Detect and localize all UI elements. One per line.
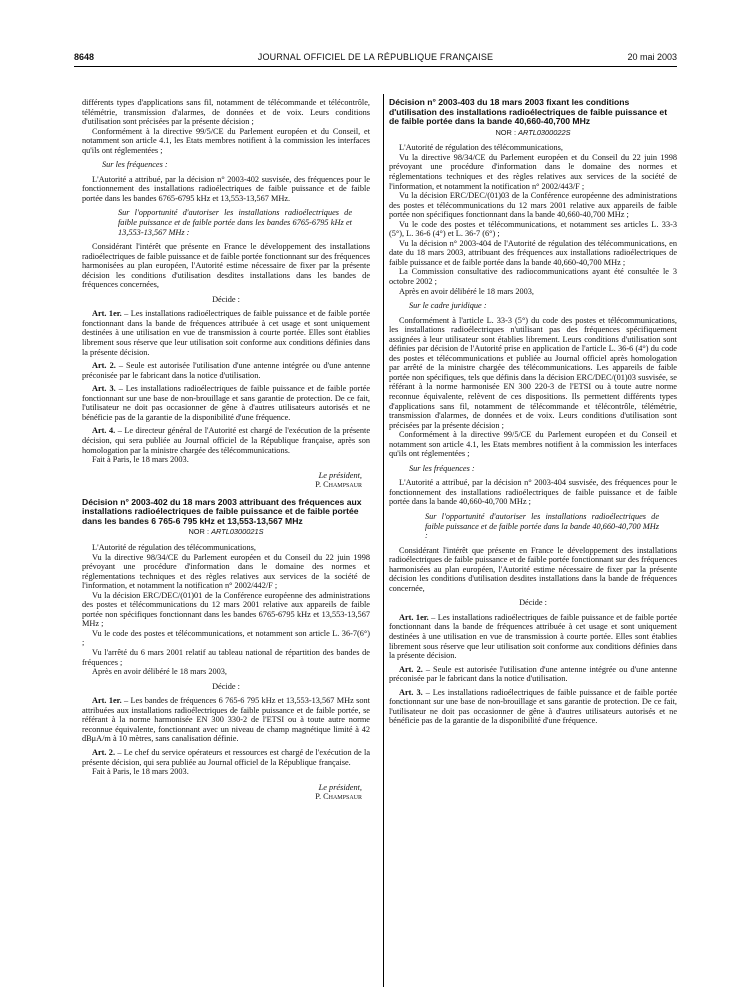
- issue-date: 20 mai 2003: [627, 52, 677, 62]
- section-heading: Sur le cadre juridique :: [409, 301, 487, 311]
- section-heading: Sur l'opportunité d'autoriser les installations radioélectriques de faible puissance et de faible portée dans les bandes 6765-6795 kHz et 13,553-13,567 MHz :: [118, 208, 352, 237]
- header-rule: [74, 66, 677, 67]
- paragraph: différents types d'applications sans fil, notamment de télécommande et télécontrôle, télémétrie, transmission d'alarmes, de données et de voix. Leurs conditions d'utilisation sont précisées par la présente décision ;: [82, 98, 370, 127]
- section-heading: Sur l'opportunité d'autoriser les installations radioélectriques de faible puissance et de faible portée dans la bande 40,660-40,700 MHz :: [425, 512, 659, 541]
- article: [389, 688, 677, 726]
- article-label: Art. 1er.: [399, 612, 429, 622]
- paragraph: Vu le code des postes et télécommunications, et notamment son article L. 36-7(6°) ;: [82, 628, 370, 648]
- nor-reference: [389, 128, 677, 138]
- paragraph: Considérant l'intérêt que présente en France le développement des installations radioélectriques de faible puissance et de faible portée fonctionnant sur des fréquences harmonisées au plan européen, l'Autorité estime nécessaire de fixer par la présente décision les conditions d'utilisation desdites installations dans les bandes de fréquences concernées,: [82, 242, 370, 290]
- paragraph: Vu la décision n° 2003-404 de l'Autorité de régulation des télécommunications, en date du 18 mars 2003, attribuant des fréquences aux installations radioélectriques de faible puissance et de faible portée dans la bande 40,660-40,700 MHz ;: [389, 238, 677, 267]
- decision-title: Décision n° 2003-402 du 18 mars 2003 attribuant des fréquences aux installations radioélectriques de faible puissance et de faible portée dans les bandes 6 765-6 795 kHz et 13,553-13,567 MHz: [82, 496, 362, 526]
- paragraph: Vu la décision ERC/DEC/(01)03 de la Conférence européenne des administrations des postes et télécommunications du 12 mars 2001 relative aux appareils de faible portée non spécifiques fonctionnant dans la bande 40,660-40,700 MHz ;: [389, 191, 677, 220]
- paragraph: Vu la directive 98/34/CE du Parlement européen et du Conseil du 22 juin 1998 prévoyant une procédure d'information dans le domaine des normes et réglementations techniques et des règles relatives aux services de la société de l'information, et notamment la notification n° 2002/443/F ;: [389, 152, 677, 191]
- section-heading: Sur les fréquences :: [102, 160, 168, 170]
- page-number: 8648: [74, 52, 95, 62]
- article-label: Art. 2.: [92, 361, 116, 371]
- paragraph: L'Autorité de régulation des télécommunications,: [399, 143, 563, 153]
- nor-label: NOR :: [495, 127, 519, 137]
- article: [389, 613, 677, 661]
- section-heading: Sur les fréquences :: [409, 463, 475, 473]
- left-column: [82, 98, 370, 802]
- signature-title: Le président,: [318, 470, 362, 480]
- paragraph: Conformément à la directive 99/5/CE du Parlement européen et du Conseil, et notamment son article 4.1, les Etats membres notifient à la commission les interfaces qu'ils ont réglementées ;: [82, 126, 370, 155]
- article-text: – Les installations radioélectriques de faible puissance et de faible portée fonctionnant dans la bande de fréquences attribuée à cet usage et sont uniquement destinées à une utilisation en vue de transmission à courte portée. Elles sont établies librement sous réserve que leur utilisation soit conforme aux conditions définies dans la présente décision.: [389, 612, 677, 661]
- journal-title: JOURNAL OFFICIEL DE LA RÉPUBLIQUE FRANÇAISE: [257, 52, 494, 62]
- nor-reference: [82, 527, 370, 537]
- article-label: Art. 1er.: [92, 309, 122, 319]
- paragraph: Après en avoir délibéré le 18 mars 2003,: [92, 667, 228, 677]
- paragraph: Vu la directive 98/34/CE du Parlement européen et du Conseil du 22 juin 1998 prévoyant une procédure d'information dans le domaine des normes et réglementations techniques et des règles relatives aux services de la société de l'information, et notamment la notification n° 2002/442/F ;: [82, 552, 370, 591]
- decide-heading: Décide :: [212, 681, 240, 691]
- article-label: Art. 2.: [399, 664, 423, 674]
- column-divider: [383, 94, 384, 987]
- article-text: – Les installations radioélectriques de faible puissance et de faible portée fonctionnant sur une base de non-brouillage et sans garantie de protection. De ce fait, l'utilisateur ne doit pas occasionner de gêne à d'autres utilisateurs autorisés et ne bénéficie pas de la garantie de la disponibilité d'une fréquence.: [389, 687, 678, 726]
- signature-name: P. Champsaur: [315, 792, 362, 802]
- nor-label: NOR :: [188, 527, 212, 537]
- article: [82, 696, 370, 744]
- article-text: – Les installations radioélectriques de faible puissance et de faible portée fonctionnant sur une base de non-brouillage et sans garantie de protection. De ce fait, l'utilisateur ne doit pas occasionner de gêne à d'autres utilisateurs autorisés et ne bénéficie pas de la garantie de la disponibilité d'une fréquence.: [82, 384, 371, 422]
- paragraph: La Commission consultative des radiocommunications ayant été consultée le 3 octobre 2002 ;: [389, 267, 677, 286]
- article-label: Art. 4.: [92, 426, 116, 436]
- article-text: – Le chef du service opérateurs et ressources est chargé de l'exécution de la présente décision, qui sera publiée au Journal officiel de la République française.: [82, 747, 370, 767]
- paragraph: L'Autorité a attribué, par la décision n° 2003-402 susvisée, des fréquences pour le fonctionnement des installations radioélectriques de faible puissance et de faible portée dans les bandes 6765-6795 kHz et 13,553-13,567 MHz.: [82, 174, 370, 203]
- article: [82, 384, 370, 422]
- article: [82, 309, 370, 357]
- paragraph: L'Autorité de régulation des télécommunications,: [92, 543, 256, 553]
- paragraph: Vu le code des postes et télécommunications, et notamment ses articles L. 33-3 (5°), L. 36-6 (4°) et L. 36-7 (6°) ;: [389, 219, 677, 239]
- article-label: Art. 1er.: [92, 696, 122, 706]
- right-column: [389, 98, 677, 726]
- paragraph: Considérant l'intérêt que présente en France le développement des installations radioélectriques de faible puissance et de faible portée fonctionnant sur des fréquences harmonisées au plan européen, l'Autorité estime nécessaire de fixer par la présente décision les conditions d'utilisation desdites installations dans la bande de fréquences concernée,: [389, 545, 677, 593]
- paragraph: Vu l'arrêté du 6 mars 2001 relatif au tableau national de répartition des bandes de fréquences ;: [82, 648, 370, 667]
- article: [82, 426, 370, 455]
- nor-code: ARTL0300021S: [211, 527, 264, 537]
- article-text: – Seule est autorisée l'utilisation d'une antenne intégrée ou d'une antenne préconisée par le fabricant dans la notice d'utilisation.: [82, 361, 371, 380]
- article: [82, 361, 370, 380]
- decide-heading: Décide :: [212, 294, 240, 304]
- signature-title: Le président,: [318, 782, 362, 792]
- article-label: Art. 3.: [92, 384, 116, 394]
- paragraph: Conformément à l'article L. 33-3 (5°) du code des postes et télécommunications, les installations radioélectriques n'utilisant pas des fréquences spécifiquement assignées à leur utilisateur sont établies librement. Leurs conditions d'utilisation sont définies par décision de l'Autorité prise en application de l'article L. 36-6 (4°) du code des postes et télécommunications et publiée au Journal officiel après homologation par arrêté de la ministre chargée des télécommunications. Les appareils de faible portée non spécifiques, tels que définis dans la décision ERC/DEC/(01)03 susvisée, se référant à la norme harmonisée EN 300 220-3 de l'ETSI ou à toute autre norme reconnue équivalente, relèvent de ces dispositions. Ils permettent différents types d'applications sans fil, notamment de télécommande et télécontrôle, télémétrie, transmission d'alarmes, de données et de voix. Leurs conditions d'utilisation sont précisées par la présente décision ;: [389, 315, 677, 430]
- article-text: – Les bandes de fréquences 6 765-6 795 kHz et 13,553-13,567 MHz sont attribuées aux installations radioélectriques de faible puissance et de faible portée, se référant à la norme harmonisée EN 300 330-2 de l'ETSI ou à toute autre norme reconnue équivalente, fonctionnant avec un niveau de champ magnétique limité à 42 dBμA/m à 10 mètres, sans canalisation définie.: [82, 696, 370, 744]
- article-text: – Le directeur général de l'Autorité est chargé de l'exécution de la présente décision, qui sera publiée au Journal officiel de la République française, après son homologation par la ministre chargée des télécommunications.: [82, 426, 370, 455]
- page-header: [74, 52, 677, 66]
- article-label: Art. 2.: [92, 747, 116, 757]
- nor-code: ARTL0300022S: [518, 127, 571, 137]
- decide-heading: Décide :: [519, 598, 547, 608]
- signature-place-date: Fait à Paris, le 18 mars 2003.: [92, 455, 189, 465]
- article-text: – Seule est autorisée l'utilisation d'une antenne intégrée ou d'une antenne préconisée par le fabricant dans la notice d'utilisation.: [389, 664, 678, 684]
- signature-place-date: Fait à Paris, le 18 mars 2003.: [92, 767, 189, 777]
- article: [82, 748, 370, 767]
- article: [389, 665, 677, 684]
- paragraph: Vu la décision ERC/DEC/(01)01 de la Conférence européenne des administrations des postes et télécommunications du 12 mars 2001 relative aux appareils de faible portée non spécifiques fonctionnant dans les bandes 6765-6795 kHz et 13,553-13,567 MHz ;: [82, 590, 370, 629]
- decision-title: Décision n° 2003-403 du 18 mars 2003 fixant les conditions d'utilisation des installations radioélectriques de faible puissance et de faible portée dans la bande 40,660-40,700 MHz: [389, 97, 668, 127]
- paragraph: Conformément à la directive 99/5/CE du Parlement européen et du Conseil et notamment son article 4.1, les Etats membres notifient à la commission les interfaces qu'ils ont réglementées ;: [389, 430, 677, 459]
- article-label: Art. 3.: [399, 687, 423, 697]
- signature-name: P. Champsaur: [315, 480, 362, 490]
- paragraph: Après en avoir délibéré le 18 mars 2003,: [399, 286, 535, 296]
- article-text: – Les installations radioélectriques de faible puissance et de faible portée fonctionnant dans la bande de fréquences attribuée à cet usage et sont uniquement destinées à une utilisation en vue de transmission à courte portée. Elles sont établies librement sous réserve que leur utilisation soit conforme aux conditions définies dans la présente décision.: [82, 309, 370, 357]
- paragraph: L'Autorité a attribué, par la décision n° 2003-404 susvisée, des fréquences pour le fonctionnement des installations radioélectriques de faible puissance et de faible portée dans la bande 40,660-40,700 MHz ;: [389, 478, 677, 507]
